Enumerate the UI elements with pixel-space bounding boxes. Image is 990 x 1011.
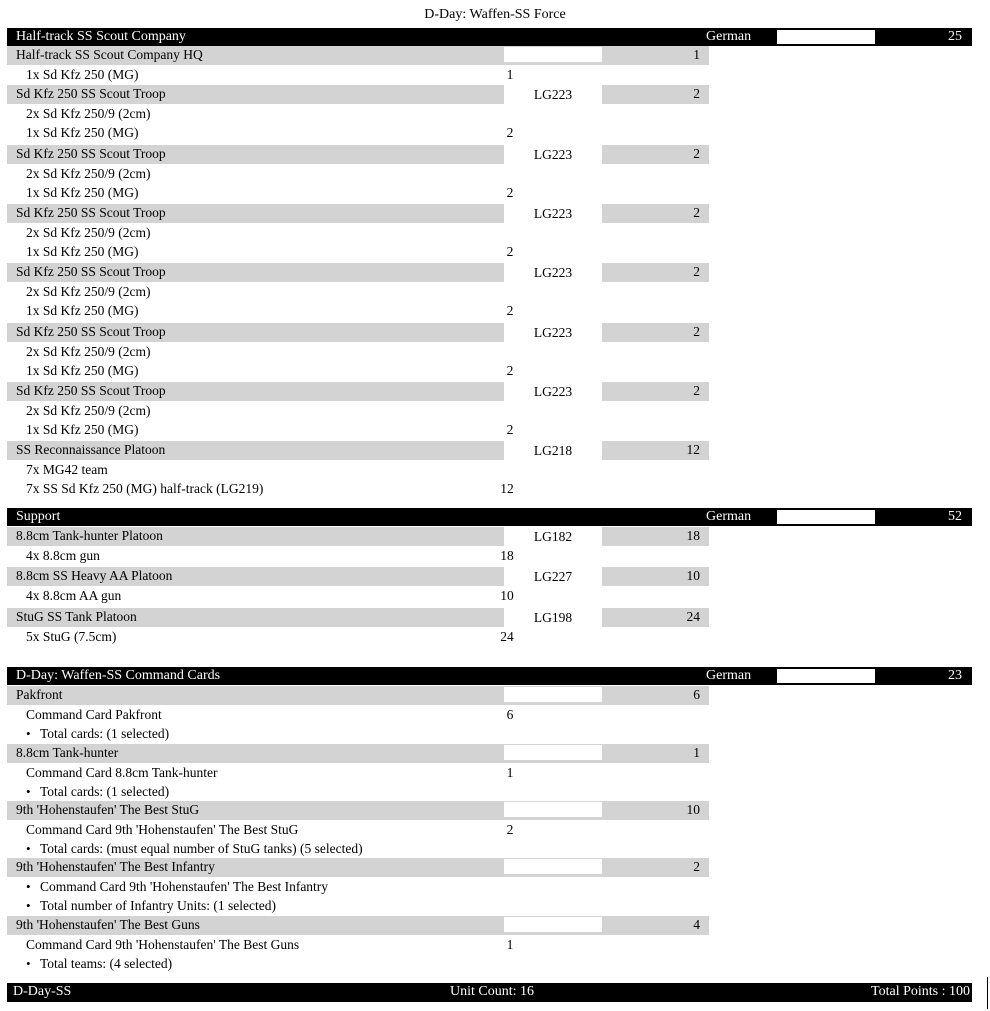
unit-detail-value: 2 — [506, 422, 514, 437]
unit-row — [7, 858, 709, 877]
unit-detail-line: 2x Sd Kfz 250/9 (2cm) — [26, 344, 151, 359]
unit-points: 12 — [686, 442, 700, 457]
unit-row — [7, 567, 709, 586]
unit-detail-line: 2x Sd Kfz 250/9 (2cm) — [26, 225, 151, 240]
unit-row — [7, 46, 709, 65]
unit-code: LG182 — [504, 527, 602, 546]
unit-name: 9th 'Hohenstaufen' The Best Infantry — [16, 859, 215, 874]
section-blank-cell — [777, 510, 875, 524]
unit-code: LG223 — [504, 263, 602, 282]
unit-detail-line: Command Card Pakfront — [26, 707, 162, 722]
footer-unit-count: Unit Count: 16 — [450, 984, 535, 999]
unit-detail-line: 1x Sd Kfz 250 (MG) — [26, 185, 139, 200]
unit-code — [504, 802, 602, 817]
unit-points: 2 — [693, 86, 700, 101]
unit-code: LG223 — [504, 204, 602, 223]
unit-detail-value: 2 — [506, 244, 514, 259]
unit-detail-line: Command Card 9th 'Hohenstaufen' The Best Guns — [26, 937, 300, 952]
unit-name: 9th 'Hohenstaufen' The Best Guns — [16, 917, 200, 932]
unit-detail-line: 2x Sd Kfz 250/9 (2cm) — [26, 403, 151, 418]
unit-name: Sd Kfz 250 SS Scout Troop — [16, 324, 166, 339]
unit-detail-value: 18 — [500, 548, 514, 563]
unit-points: 2 — [693, 383, 700, 398]
page-edge-divider — [987, 977, 988, 1009]
unit-name: 8.8cm Tank-hunter — [16, 745, 119, 760]
unit-detail-value: 2 — [506, 822, 514, 837]
section-name: Half-track SS Scout Company — [16, 29, 186, 44]
unit-code: LG218 — [504, 441, 602, 460]
unit-detail-line: • Total cards: (must equal number of StuG tanks) (5 selected) — [26, 841, 363, 859]
section-blank-cell — [777, 30, 875, 44]
unit-detail-value: 1 — [506, 765, 514, 780]
unit-points: 2 — [693, 324, 700, 339]
footer-force-name: D-Day-SS — [13, 984, 72, 999]
unit-points: 6 — [693, 687, 700, 702]
unit-name: Sd Kfz 250 SS Scout Troop — [16, 264, 166, 279]
unit-detail-value: 1 — [506, 67, 514, 82]
section-nation: German — [706, 29, 752, 44]
section-name: D-Day: Waffen-SS Command Cards — [16, 668, 221, 683]
unit-name: 8.8cm Tank-hunter Platoon — [16, 528, 163, 543]
unit-name: Pakfront — [16, 687, 63, 702]
section-header — [7, 667, 972, 685]
unit-points: 1 — [693, 745, 700, 760]
unit-detail-line: 5x StuG (7.5cm) — [26, 629, 117, 644]
unit-detail-line: 2x Sd Kfz 250/9 (2cm) — [26, 284, 151, 299]
section-points: 52 — [948, 509, 962, 524]
unit-detail-line: • Total cards: (1 selected) — [26, 784, 169, 802]
unit-code: LG223 — [504, 145, 602, 164]
unit-name: Sd Kfz 250 SS Scout Troop — [16, 146, 166, 161]
section-name: Support — [16, 509, 61, 524]
section-points: 23 — [948, 668, 962, 683]
unit-detail-line: • Command Card 9th 'Hohenstaufen' The Best Infantry — [26, 879, 328, 897]
footer-total-points: Total Points : 100 — [871, 984, 970, 999]
unit-name: StuG SS Tank Platoon — [16, 609, 137, 624]
unit-detail-value: 10 — [500, 588, 514, 603]
unit-code — [504, 917, 602, 932]
unit-points: 4 — [693, 917, 700, 932]
unit-row — [7, 686, 709, 705]
unit-points: 18 — [686, 528, 700, 543]
unit-row — [7, 382, 709, 401]
unit-detail-line: 1x Sd Kfz 250 (MG) — [26, 125, 139, 140]
unit-detail-line: • Total cards: (1 selected) — [26, 726, 169, 744]
unit-code — [504, 687, 602, 702]
unit-points: 1 — [693, 47, 700, 62]
unit-points: 2 — [693, 859, 700, 874]
unit-code: LG223 — [504, 323, 602, 342]
footer-bar — [7, 983, 972, 1002]
unit-detail-line: 4x 8.8cm AA gun — [26, 588, 122, 603]
unit-points: 2 — [693, 146, 700, 161]
unit-detail-value: 6 — [506, 707, 514, 722]
unit-detail-line: 2x Sd Kfz 250/9 (2cm) — [26, 166, 151, 181]
unit-row — [7, 323, 709, 342]
unit-name: SS Reconnaissance Platoon — [16, 442, 166, 457]
unit-code: LG227 — [504, 567, 602, 586]
unit-detail-value: 2 — [506, 363, 514, 378]
unit-detail-line: • Total number of Infantry Units: (1 selected) — [26, 898, 276, 916]
unit-code — [504, 745, 602, 760]
unit-points: 2 — [693, 205, 700, 220]
unit-row — [7, 204, 709, 223]
unit-detail-line: Command Card 9th 'Hohenstaufen' The Best StuG — [26, 822, 299, 837]
unit-row — [7, 608, 709, 627]
unit-name: Sd Kfz 250 SS Scout Troop — [16, 383, 166, 398]
unit-name: Sd Kfz 250 SS Scout Troop — [16, 86, 166, 101]
unit-row — [7, 744, 709, 763]
unit-detail-value: 24 — [500, 629, 514, 644]
unit-detail-line: 4x 8.8cm gun — [26, 548, 100, 563]
unit-detail-value: 2 — [506, 303, 514, 318]
unit-detail-line: 1x Sd Kfz 250 (MG) — [26, 303, 139, 318]
unit-row — [7, 85, 709, 104]
unit-name: Sd Kfz 250 SS Scout Troop — [16, 205, 166, 220]
unit-detail-line: 1x Sd Kfz 250 (MG) — [26, 67, 139, 82]
unit-row — [7, 263, 709, 282]
unit-detail-line: 1x Sd Kfz 250 (MG) — [26, 363, 139, 378]
unit-name: 8.8cm SS Heavy AA Platoon — [16, 568, 173, 583]
unit-row — [7, 145, 709, 164]
unit-detail-line: 1x Sd Kfz 250 (MG) — [26, 422, 139, 437]
unit-name: 9th 'Hohenstaufen' The Best StuG — [16, 802, 200, 817]
unit-code: LG198 — [504, 608, 602, 627]
unit-detail-line: Command Card 8.8cm Tank-hunter — [26, 765, 218, 780]
unit-points: 10 — [686, 802, 700, 817]
unit-row — [7, 527, 709, 546]
unit-detail-line: 2x Sd Kfz 250/9 (2cm) — [26, 106, 151, 121]
unit-code — [504, 47, 602, 62]
unit-detail-line: 7x MG42 team — [26, 462, 108, 477]
unit-detail-line: 1x Sd Kfz 250 (MG) — [26, 244, 139, 259]
unit-points: 24 — [686, 609, 700, 624]
unit-code — [504, 859, 602, 874]
unit-row — [7, 801, 709, 820]
unit-points: 10 — [686, 568, 700, 583]
unit-detail-value: 2 — [506, 185, 514, 200]
unit-detail-value: 12 — [500, 481, 514, 496]
unit-row — [7, 441, 709, 460]
unit-detail-line: • Total teams: (4 selected) — [26, 956, 172, 974]
unit-row — [7, 916, 709, 935]
unit-detail-line: 7x SS Sd Kfz 250 (MG) half-track (LG219) — [26, 481, 264, 496]
unit-name: Half-track SS Scout Company HQ — [16, 47, 203, 62]
unit-code: LG223 — [504, 85, 602, 104]
section-points: 25 — [948, 29, 962, 44]
section-blank-cell — [777, 669, 875, 683]
section-header — [7, 28, 972, 46]
unit-code: LG223 — [504, 382, 602, 401]
section-header — [7, 508, 972, 526]
unit-points: 2 — [693, 264, 700, 279]
unit-detail-value: 2 — [506, 125, 514, 140]
section-nation: German — [706, 668, 752, 683]
section-nation: German — [706, 509, 752, 524]
unit-detail-value: 1 — [506, 937, 514, 952]
page-title: D-Day: Waffen-SS Force — [424, 7, 566, 22]
